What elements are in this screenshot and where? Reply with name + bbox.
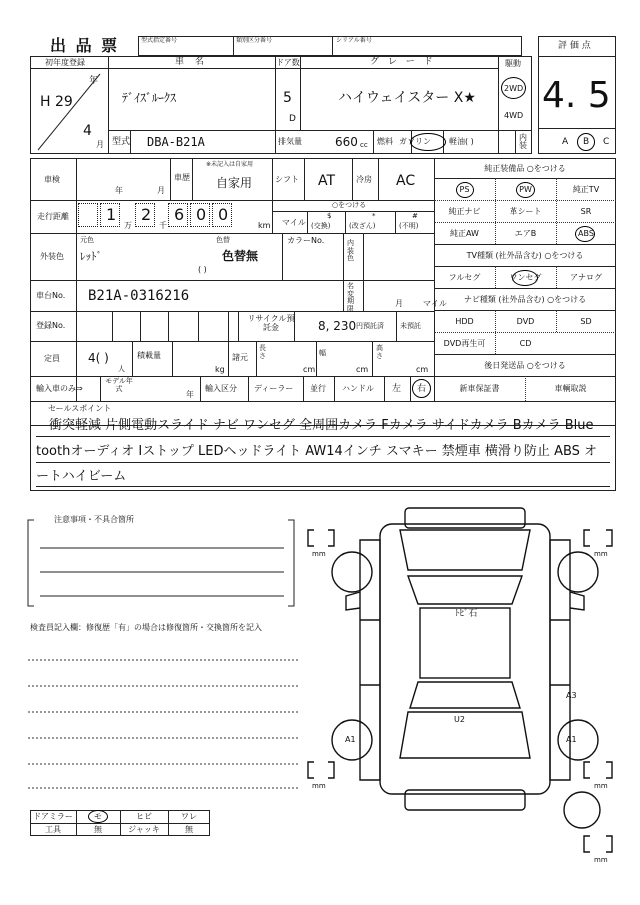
- roof-note: ﾄﾋﾞ石: [455, 609, 478, 619]
- first-reg-month: 4: [83, 123, 92, 139]
- model-code-label: 型式指定番号: [141, 37, 178, 44]
- car-name-label: 車 名: [175, 57, 208, 67]
- model-value: DBA-B21A: [147, 135, 205, 149]
- caution-label: 注意事項・不具合箇所: [54, 515, 134, 524]
- equip-abs: ABS: [578, 228, 594, 238]
- car-name: ﾃﾞｲｽﾞﾙｰｸｽ: [122, 91, 177, 105]
- rating-value: 4. 5: [542, 75, 611, 116]
- displacement-value: 660: [335, 135, 358, 149]
- tv-oneseg: ワンセグ: [509, 272, 542, 282]
- mirror-value: モ: [94, 812, 102, 821]
- doors-label: ドア数: [276, 58, 300, 67]
- damage-u2: U2: [454, 715, 465, 724]
- capacity-value: 4( ): [88, 351, 109, 365]
- equip-pw: PW: [519, 184, 532, 194]
- sales-line-1: 衝突軽減 片側電動スライド ナビ ワンセグ 全周囲カメラ Fカメラ サイドカメラ Bカメラ Blue: [49, 418, 594, 433]
- repaint-value: 色替無: [222, 249, 259, 263]
- inspector-label: 検査員記入欄：修復歴「有」の場合は修復箇所・交換箇所を記入: [30, 623, 262, 632]
- doors-value: 5: [283, 90, 292, 106]
- recycle-value: 8, 230: [318, 319, 357, 333]
- original-color: ﾚｯﾄﾞ: [80, 250, 102, 263]
- inspector-lines: [26, 640, 302, 790]
- shift-value: AT: [318, 173, 336, 189]
- car-damage-diagram: [300, 500, 620, 900]
- drive-2wd: 2WD: [504, 84, 524, 93]
- category-label: 類別区分番号: [236, 37, 273, 44]
- history-value: 自家用: [216, 176, 253, 190]
- rating-label: 評 価 点: [558, 41, 591, 51]
- caution-frame: [26, 514, 298, 610]
- fuel-circle: [410, 133, 446, 151]
- sheet-title: 出 品 票: [50, 36, 120, 55]
- first-reg-label: 初年度登録: [45, 58, 85, 67]
- serial-label: シリアル番号: [336, 37, 372, 44]
- drive-circle: [501, 77, 526, 99]
- sales-line-3: ートハイビーム: [36, 469, 127, 484]
- chassis-value: B21A-0316216: [88, 288, 190, 304]
- first-reg-year: H 29: [40, 94, 73, 110]
- ac-value: AC: [396, 173, 416, 189]
- grade-value: ハイウェイスター X★: [338, 90, 476, 106]
- interior-b: B: [583, 137, 590, 147]
- damage-a3: A3: [566, 691, 577, 700]
- mileage-digit: 1: [106, 205, 117, 224]
- grade-label: グ レ ー ド: [370, 57, 436, 67]
- handle-right: 右: [417, 384, 427, 394]
- damage-a1-left: A1: [345, 735, 356, 744]
- sales-line-2: toothオーディオ Iストップ LEDヘッドライト AW14インチ スマキー 禁煙車 横滑り防止 ABS オ: [36, 444, 598, 459]
- damage-a1-right: A1: [566, 735, 577, 744]
- equip-ps: PS: [459, 184, 470, 194]
- fuel-gas: ガソリン: [399, 137, 431, 146]
